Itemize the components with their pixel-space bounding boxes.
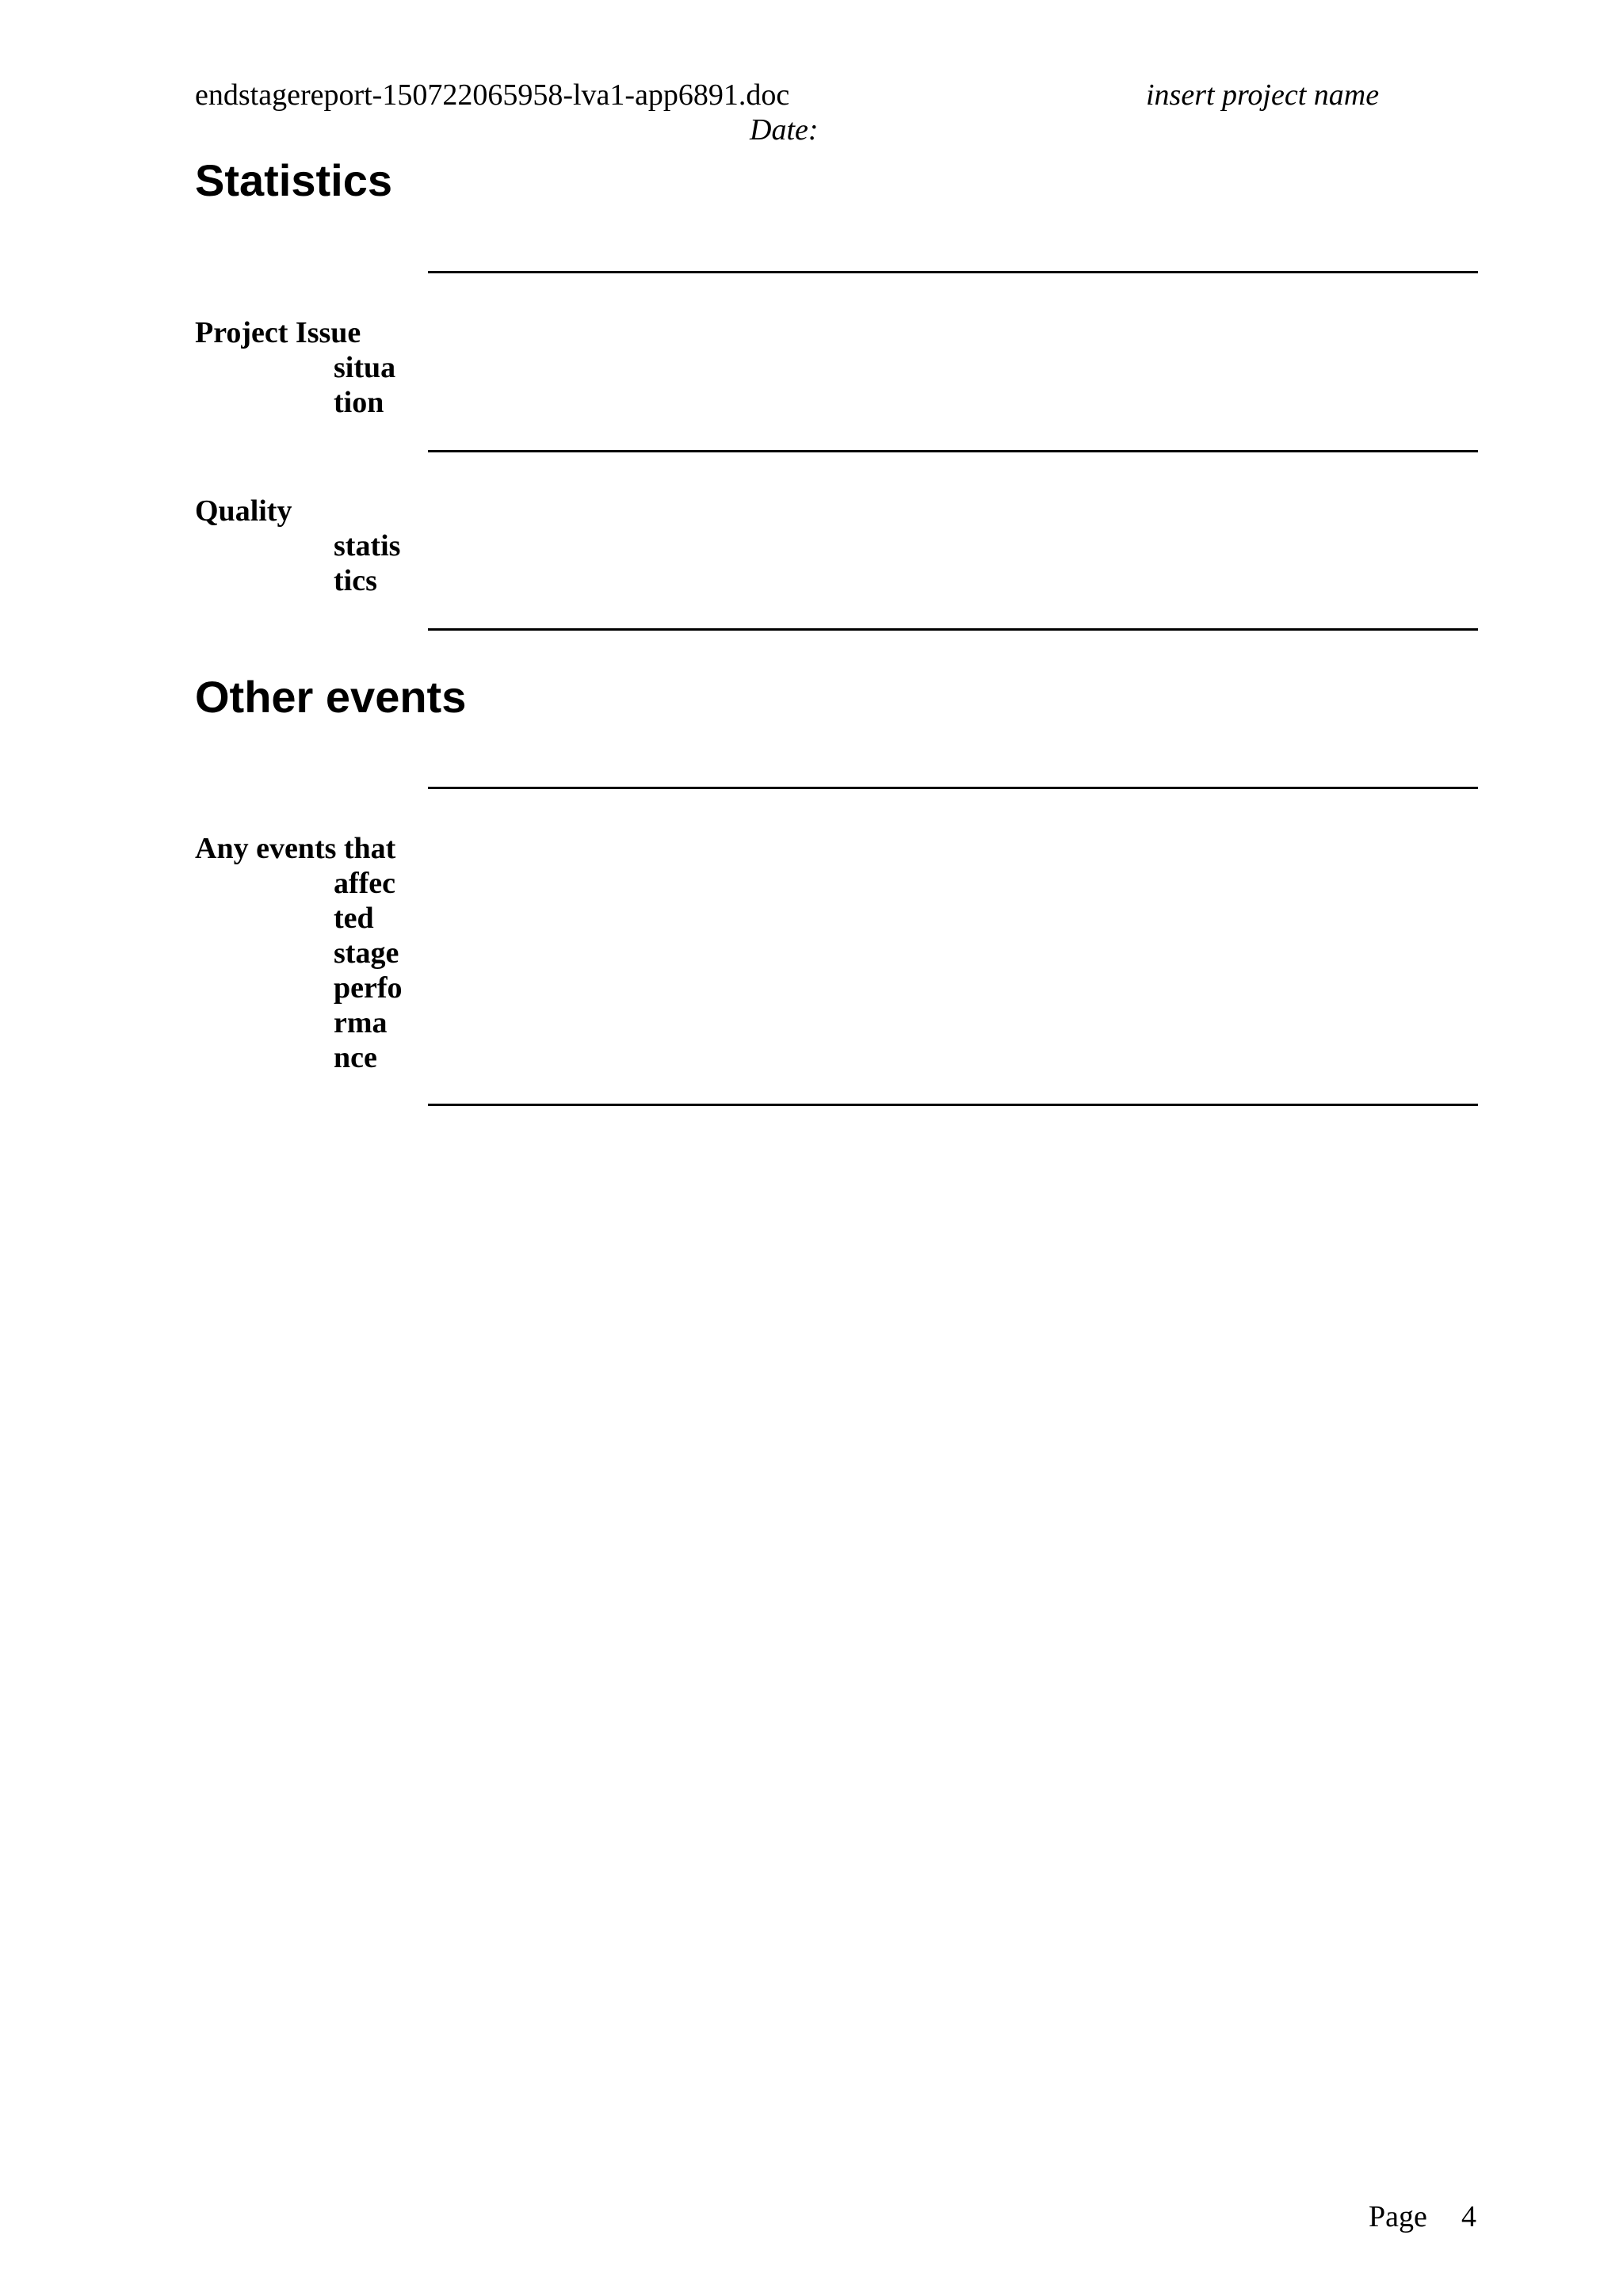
table-rule xyxy=(428,1104,1478,1106)
table-rule xyxy=(428,450,1478,452)
table-rule xyxy=(428,787,1478,789)
section-heading-other-events: Other events xyxy=(195,672,467,722)
row-label-continuation: affec ted stage perfo rma nce xyxy=(334,867,403,1074)
row-label-first-line: Any events that xyxy=(195,832,396,865)
footer-page-label: Page xyxy=(1369,2200,1427,2233)
row-label-first-line: Project Issue xyxy=(195,316,361,349)
row-label-any-events xyxy=(195,831,425,1075)
row-label-first-line: Quality xyxy=(195,494,292,528)
table-rule xyxy=(428,628,1478,631)
row-label-project-issue xyxy=(195,315,425,420)
table-rule xyxy=(428,271,1478,273)
header-filename: endstagereport-150722065958-lva1-app6891.doc xyxy=(195,78,790,112)
row-label-continuation: statis tics xyxy=(334,529,401,597)
section-heading-statistics: Statistics xyxy=(195,155,392,205)
footer-page-number: 4 xyxy=(1461,2200,1476,2233)
header-date-label: Date: xyxy=(750,113,819,147)
row-label-quality xyxy=(195,494,425,598)
row-label-continuation: situa tion xyxy=(334,351,396,419)
header-project-name: insert project name xyxy=(1146,78,1380,112)
